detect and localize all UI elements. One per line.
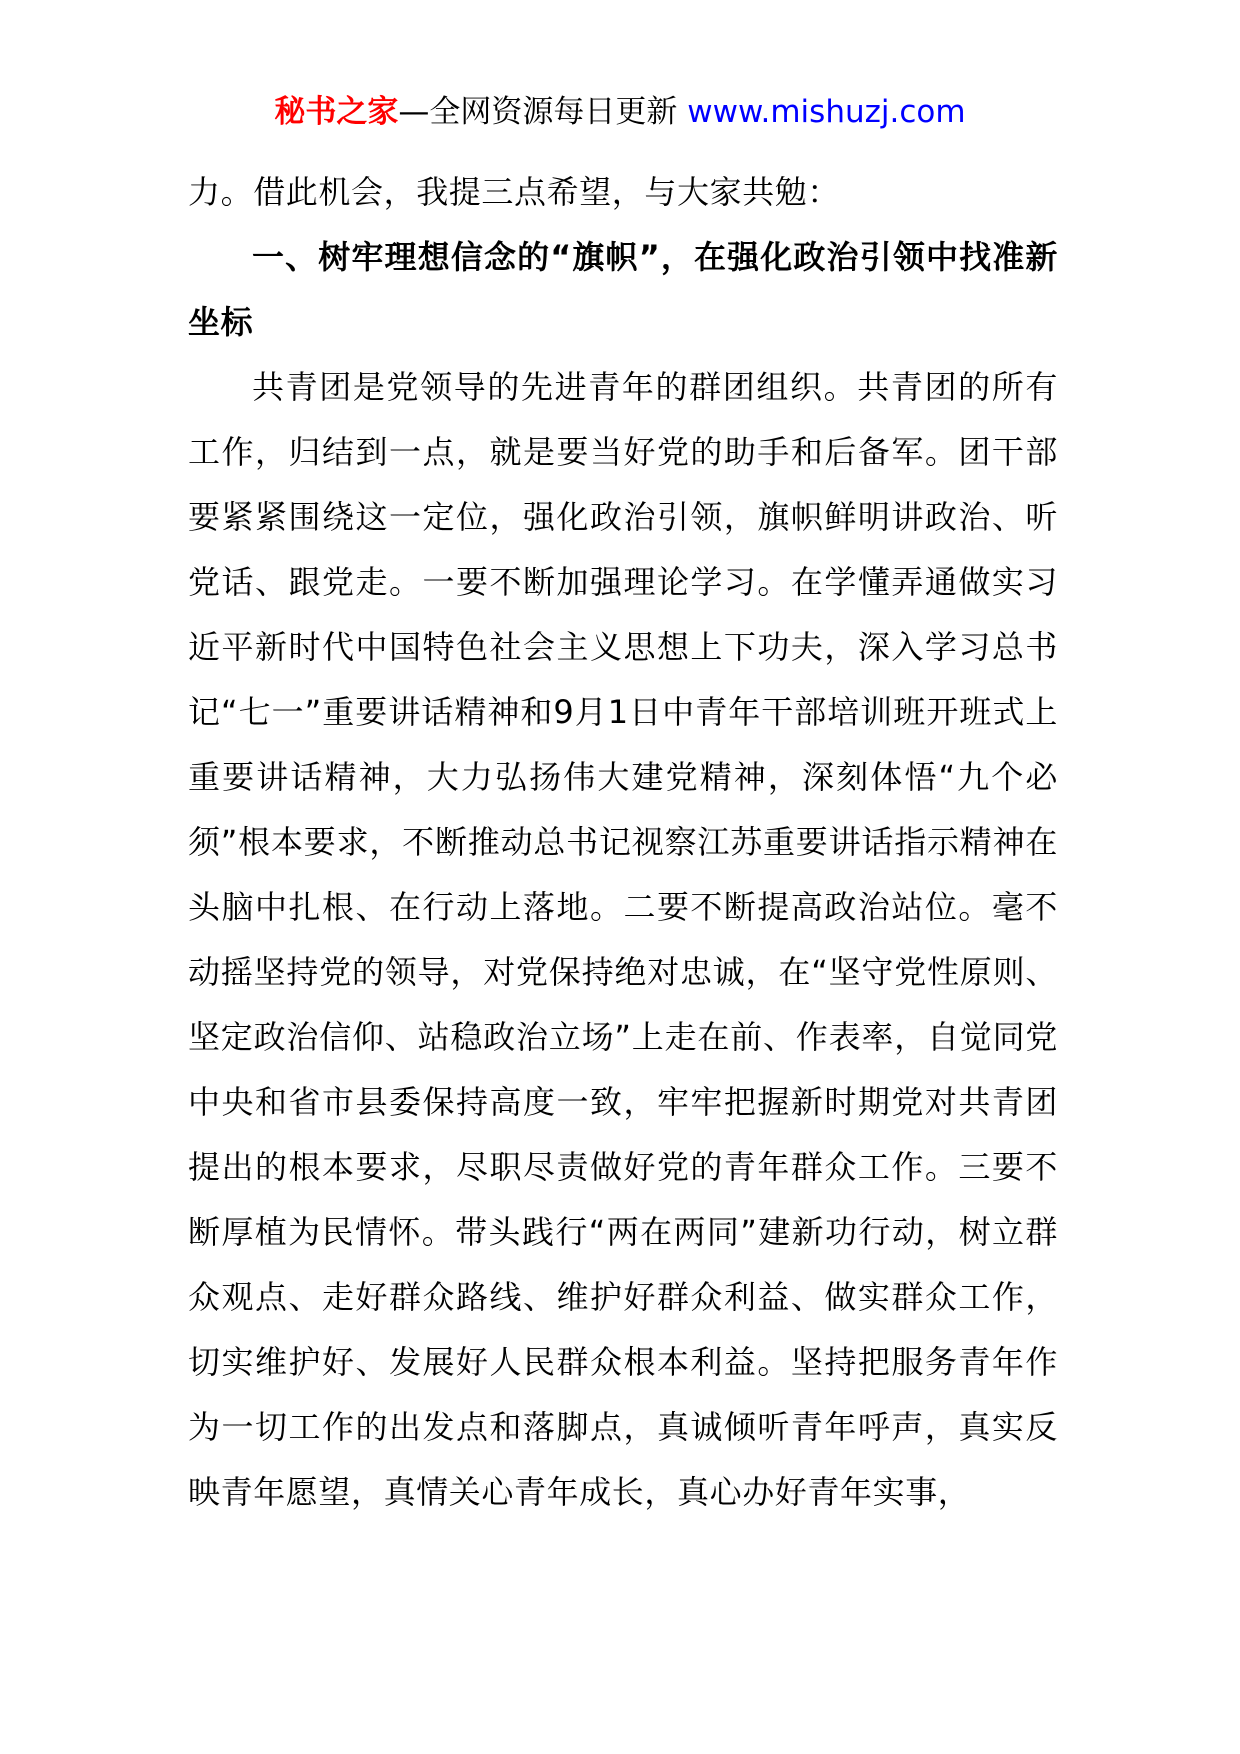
paragraph-continuation: 力。借此机会，我提三点希望，与大家共勉： <box>188 173 841 211</box>
document-body <box>188 160 1058 1525</box>
site-tagline: —全网资源每日更新 <box>398 94 688 130</box>
site-brand: 秘书之家 <box>274 94 399 130</box>
site-url-link[interactable]: www.mishuzj.com <box>687 94 966 130</box>
body-paragraph: 共青团是党领导的先进青年的群团组织。共青团的所有工作，归结到一点，就是要当好党的助手和后备军。团干部要紧紧围绕这一定位，强化政治引领，旗帜鲜明讲政治、听党话、跟党走。一要不断加强理论学习。在学懂弄通做实习近平新时代中国特色社会主义思想上下功夫，深入学习总书记“七一”重要讲话精神和9月1日中青年干部培训班开班式上重要讲话精神，大力弘扬伟大建党精神，深刻体悟“九个必须”根本要求，不断推动总书记视察江苏重要讲话指示精神在头脑中扎根、在行动上落地。二要不断提高政治站位。毫不动摇坚持党的领导，对党保持绝对忠诚，在“坚守党性原则、坚定政治信仰、站稳政治立场”上走在前、作表率，自觉同党中央和省市县委保持高度一致，牢牢把握新时期党对共青团提出的根本要求，尽职尽责做好党的青年群众工作。三要不断厚植为民情怀。带头践行“两在两同”建新功行动，树立群众观点、走好群众路线、维护好群众利益、做实群众工作，切实维护好、发展好人民群众根本利益。坚持把服务青年作为一切工作的出发点和落脚点，真诚倾听青年呼声，真实反映青年愿望，真情关心青年成长，真心办好青年实事， <box>188 368 1058 1511</box>
site-header <box>0 92 1240 132</box>
section-heading: 一、树牢理想信念的“旗帜”，在强化政治引领中找准新坐标 <box>188 238 1058 341</box>
